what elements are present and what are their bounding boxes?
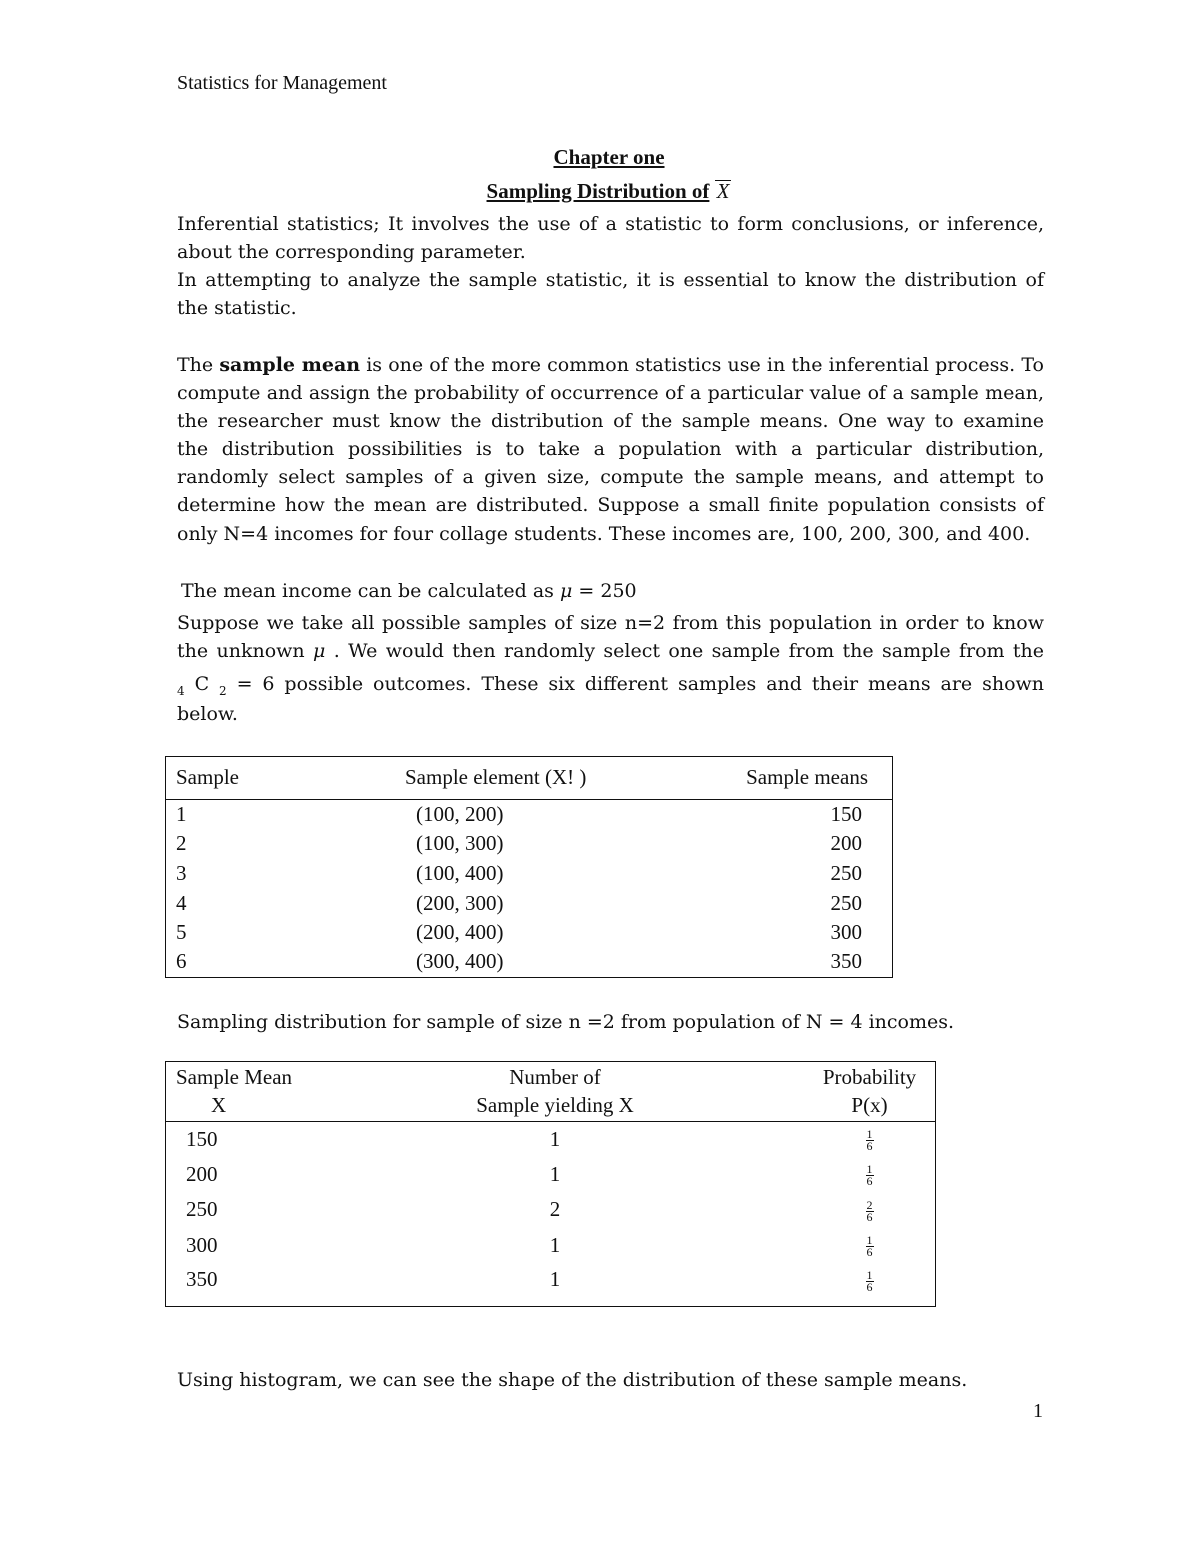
sample-element: (100, 300)	[416, 831, 504, 856]
para3-line: below.	[177, 703, 238, 725]
samples-table	[165, 756, 893, 978]
mean-cell: 150	[186, 1126, 218, 1151]
sample-number: 3	[176, 860, 187, 885]
mean-value: = 250	[578, 580, 637, 602]
unknown-mu-line	[177, 637, 1044, 665]
probability-cell	[765, 1192, 936, 1227]
fraction-denominator: 6	[866, 1174, 873, 1189]
para1-line: the statistic.	[177, 297, 297, 319]
table-header-row	[166, 757, 893, 800]
sample-number: 2	[176, 831, 187, 856]
unknown-pre: the unknown	[177, 640, 305, 662]
mu-symbol: μ	[313, 640, 326, 662]
table-header-row	[166, 1062, 936, 1122]
sample-element: (100, 400)	[416, 860, 504, 885]
para1-line: Inferential statistics; It involves the use of a statistic to form conclusions, or inference,	[177, 213, 1044, 235]
table-row	[166, 829, 893, 859]
table-header-cell	[166, 1062, 390, 1122]
mu-symbol: μ	[559, 580, 573, 602]
table-row	[166, 1227, 936, 1262]
sample-mean-value: 300	[830, 920, 862, 945]
para2-line: compute and assign the probability of occurrence of a particular value of a sample mean,	[177, 382, 1044, 404]
closing-sentence: Using histogram, we can see the shape of the distribution of these sample means.	[177, 1369, 968, 1391]
sample-number: 5	[176, 920, 187, 945]
mean-cell: 300	[186, 1232, 218, 1257]
para2-lead-line	[177, 351, 1044, 379]
para3-line: Suppose we take all possible samples of size n=2 from this population in order to know	[177, 612, 1044, 634]
para2-line: determine how the mean are distributed. Suppose a small finite population consists of	[177, 494, 1044, 516]
para2-line: the researcher must know the distribution of the sample means. One way to examine	[177, 410, 1044, 432]
para2-lead-pre: The	[177, 354, 220, 376]
page-number: 1	[1033, 1400, 1043, 1422]
table-row	[166, 1192, 936, 1227]
fraction-denominator: 6	[866, 1139, 873, 1154]
probability-cell	[765, 1263, 936, 1307]
table-header-cell	[389, 1062, 765, 1122]
fraction-denominator: 6	[866, 1209, 873, 1224]
count-cell: 1	[549, 1232, 561, 1257]
sample-mean-value: 200	[830, 831, 862, 856]
count-cell: 2	[549, 1197, 561, 1222]
sample-element: (200, 300)	[416, 890, 504, 915]
table-header-cell	[765, 1062, 936, 1122]
x-bar-symbol: X	[716, 179, 730, 203]
mean-cell: 200	[186, 1161, 218, 1186]
comb-rest: = 6 possible outcomes. These six different samples and their means are shown	[236, 673, 1045, 695]
para1-line: about the corresponding parameter.	[177, 241, 526, 263]
sample-element: (300, 400)	[416, 948, 504, 973]
sample-mean-value: 150	[830, 801, 862, 826]
probability-cell	[765, 1227, 936, 1262]
fraction-numerator: 1	[866, 1233, 873, 1248]
probability-cell	[765, 1121, 936, 1156]
section-title	[0, 179, 1200, 204]
header-line: Sample yielding X	[476, 1093, 634, 1118]
probability-fraction	[866, 1197, 874, 1224]
table-row	[166, 1121, 936, 1156]
probability-cell	[765, 1157, 936, 1192]
table-row	[166, 918, 893, 948]
unknown-post: . We would then randomly select one sample from the sample from the	[333, 640, 1044, 662]
sample-number: 6	[176, 948, 187, 973]
fraction-numerator: 2	[866, 1197, 873, 1212]
table-row	[166, 1157, 936, 1192]
fraction-numerator: 1	[866, 1127, 873, 1142]
sample-number: 4	[176, 890, 187, 915]
fraction-numerator: 1	[866, 1162, 873, 1177]
table-row	[166, 1263, 936, 1307]
fraction-denominator: 6	[866, 1245, 873, 1260]
comb-sub-right: 2	[219, 683, 227, 698]
probability-fraction	[866, 1267, 874, 1294]
sample-number: 1	[176, 801, 187, 826]
table-header-cell: Sample means	[746, 765, 868, 790]
table-row	[166, 888, 893, 918]
sample-mean-value: 250	[830, 860, 862, 885]
para2-line: randomly select samples of a given size, compute the sample means, and attempt to	[177, 466, 1044, 488]
para2-line: the distribution possibilities is to take a population with a particular distribution,	[177, 438, 1044, 460]
header-line: P(x)	[851, 1093, 888, 1118]
sampling-distribution-table	[165, 1061, 936, 1307]
header-line: Probability	[822, 1065, 917, 1090]
para1-line: In attempting to analyze the sample statistic, it is essential to know the distribution of	[177, 269, 1044, 291]
comb-sub-left: 4	[177, 683, 185, 698]
table-row	[166, 859, 893, 889]
header-line: Sample Mean	[176, 1065, 293, 1090]
probability-fraction	[866, 1129, 874, 1152]
probability-fraction	[866, 1164, 874, 1187]
fraction-denominator: 6	[866, 1279, 873, 1294]
mean-income-line	[181, 577, 1048, 605]
para2-line: only N=4 incomes for four collage students. These incomes are, 100, 200, 300, and 400.	[177, 523, 1031, 545]
sample-mean-value: 250	[830, 890, 862, 915]
section-title-text: Sampling Distribution of	[486, 179, 710, 203]
count-cell: 1	[549, 1266, 561, 1291]
table-row	[166, 799, 893, 829]
mean-text: The mean income can be calculated as	[181, 580, 554, 602]
chapter-title: Chapter one	[553, 145, 665, 169]
count-cell: 1	[549, 1161, 561, 1186]
header-line: X	[211, 1093, 227, 1118]
sample-mean-value: 350	[830, 948, 862, 973]
probability-fraction	[866, 1235, 874, 1258]
count-cell: 1	[549, 1126, 561, 1151]
header-line: Number of	[509, 1065, 601, 1090]
sample-element: (100, 200)	[416, 801, 504, 826]
table2-caption: Sampling distribution for sample of size n =2 from population of N = 4 incomes.	[177, 1011, 955, 1033]
comb-letter: C	[194, 673, 210, 695]
mean-cell: 250	[186, 1197, 218, 1222]
combination-expression	[177, 673, 227, 698]
para2-lead-post: is one of the more common statistics use in the inferential process. To	[360, 354, 1044, 376]
fraction-numerator: 1	[866, 1267, 873, 1282]
table-header-cell: Sample	[176, 765, 239, 790]
sample-mean-term: sample mean	[219, 354, 361, 376]
mean-cell: 350	[186, 1266, 218, 1291]
table-row	[166, 948, 893, 978]
sample-element: (200, 400)	[416, 920, 504, 945]
table-header-cell: Sample element (X! )	[405, 765, 587, 790]
running-header: Statistics for Management	[177, 72, 387, 94]
